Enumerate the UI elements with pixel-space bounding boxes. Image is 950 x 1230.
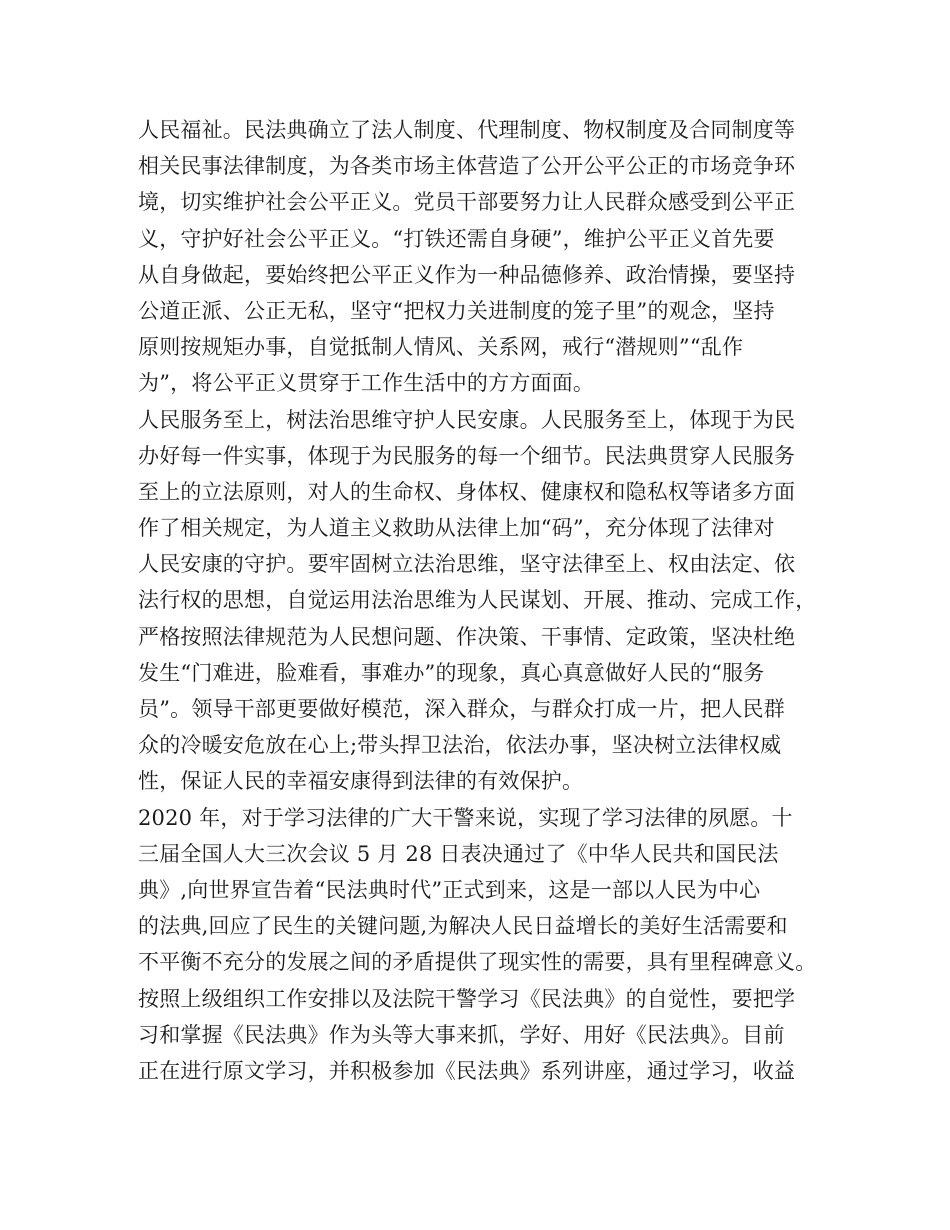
text-line-8: 为”，将公平正义贯穿于工作生活中的方方面面。 (138, 371, 595, 396)
text-line-5: 从自身做起，要始终把公平正义作为一种品德修养、政治情操，要坚持 (138, 262, 796, 287)
text-line-27: 正在进行原文学习，并积极参加《民法典》系列讲座，通过学习，收益 (138, 1058, 796, 1083)
text-line-6: 公道正派、公正无私，坚守“把权力关进制度的笼子里”的观念，坚持 (138, 298, 775, 323)
text-line-20: 2020 年，对于学习法律的广大干警来说，实现了学习法律的夙愿。十 (138, 805, 793, 830)
text-line-19: 性，保证人民的幸福安康得到法律的有效保护。 (138, 769, 584, 794)
text-line-25: 按照上级组织工作安排以及法院干警学习《民法典》的自觉性，要把学 (138, 986, 796, 1011)
text-line-14: 法行权的思想，自觉运用法治思维为人民谋划、开展、推动、完成工作， (138, 588, 817, 613)
text-line-23: 的法典,回应了民生的关键问题,为解决人民日益增长的美好生活需要和 (138, 914, 788, 939)
text-line-24: 不平衡不充分的发展之间的矛盾提供了现实性的需要，具有里程碑意义。 (138, 950, 817, 975)
text-line-15: 严格按照法律规范为人民想问题、作决策、干事情、定政策，坚决杜绝 (138, 624, 796, 649)
text-line-11: 至上的立法原则，对人的生命权、身体权、健康权和隐私权等诸多方面 (138, 479, 796, 504)
text-line-1: 人民福祉。民法典确立了法人制度、代理制度、物权制度及合同制度等 (138, 118, 796, 142)
text-line-22: 典》,向世界宣告着“民法典时代”正式到来，这是一部以人民为中心 (138, 877, 761, 902)
text-line-26: 习和掌握《民法典》作为头等大事来抓，学好、用好《民法典》。目前 (138, 1022, 785, 1047)
text-line-21: 三届全国人大三次会议 5 月 28 日表决通过了《中华人民共和国民法 (138, 841, 779, 866)
document-body (138, 112, 828, 1089)
text-line-4: 义，守护好社会公平正义。“打铁还需自身硬”，维护公平正义首先要 (138, 226, 775, 251)
text-line-3: 境，切实维护社会公平正义。党员干部要努力让人民群众感受到公平正 (138, 190, 796, 215)
text-line-17: 员”。领导干部更要做好模范，深入群众，与群众打成一片，把人民群 (138, 697, 785, 721)
text-line-18: 众的冷暖安危放在心上;带头捍卫法治，依法办事，坚决树立法律权威 (138, 733, 782, 758)
text-line-12: 作了相关规定，为人道主义救助从法律上加“码”，充分体现了法律对 (138, 516, 775, 541)
text-line-9: 人民服务至上，树法治思维守护人民安康。人民服务至上，体现于为民 (138, 407, 796, 432)
text-line-2: 相关民事法律制度，为各类市场主体营造了公开公平公正的市场竞争环 (138, 154, 796, 179)
text-line-7: 原则按规矩办事，自觉抵制人情风、关系网，戒行“潜规则”“乱作 (138, 335, 744, 360)
text-line-13: 人民安康的守护。要牢固树立法治思维，坚守法律至上、权由法定、依 (138, 552, 796, 577)
text-line-16: 发生“门难进，脸难看，事难办”的现象，真心真意做好人民的“服务 (138, 660, 765, 685)
text-line-10: 办好每一件实事，体现于为民服务的每一个细节。民法典贯穿人民服务 (138, 443, 796, 468)
